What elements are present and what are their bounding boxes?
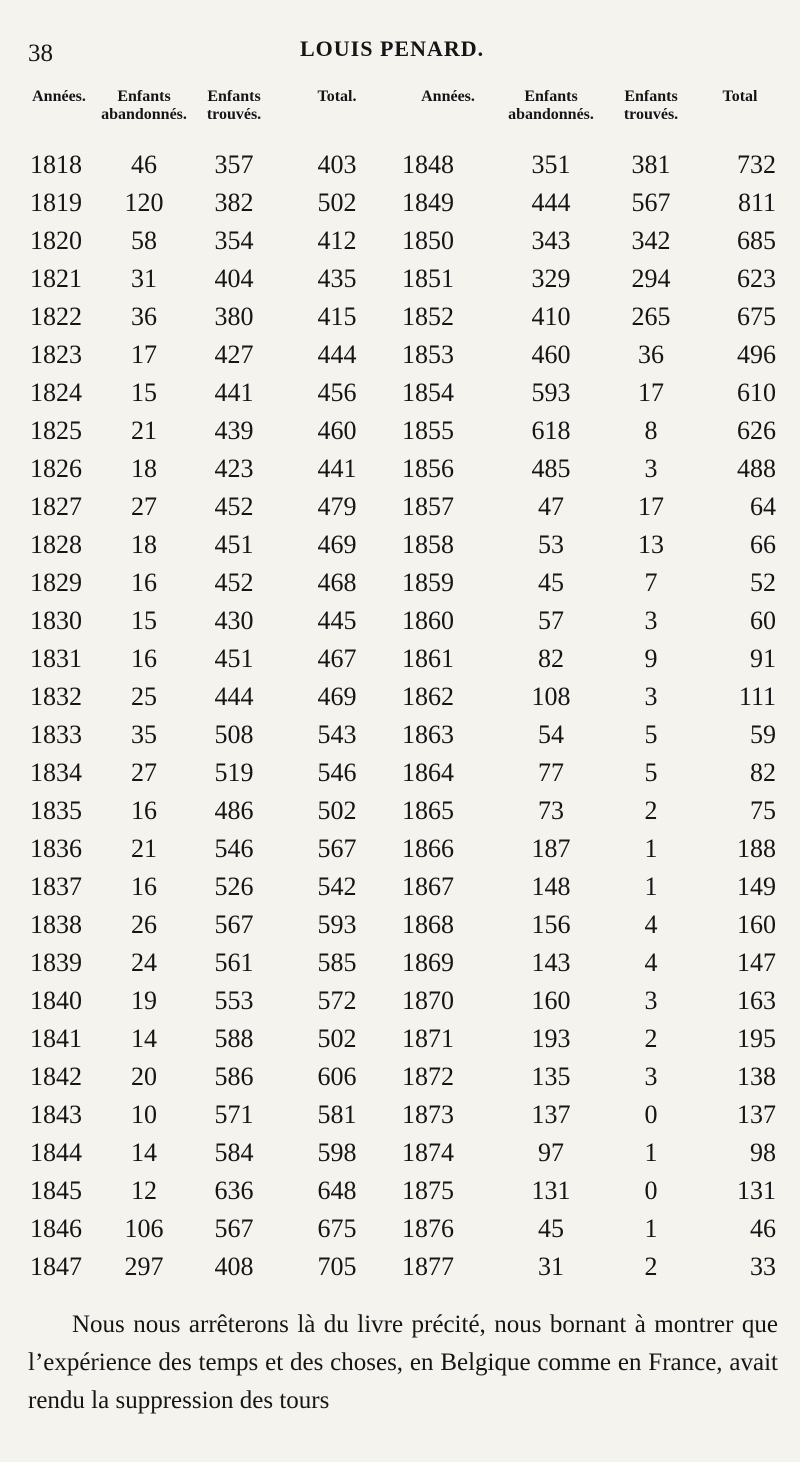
total-left-cell: 441 (317, 454, 357, 483)
abandoned-left-cell: 58 (131, 226, 157, 255)
total-left-cell: 593 (317, 910, 357, 939)
found-left-cell: 546 (214, 834, 254, 863)
total-left-cell: 415 (317, 302, 357, 331)
year-right-cell: 1850 (402, 226, 454, 255)
page-number: 38 (28, 40, 53, 67)
table-row (20, 1172, 780, 1210)
year-left-cell: 1825 (30, 416, 82, 445)
table-row (20, 298, 780, 336)
year-right-cell: 1849 (402, 188, 454, 217)
found-right-cell: 2 (644, 796, 658, 825)
abandoned-left-cell: 25 (131, 682, 157, 711)
total-right-cell: 188 (737, 834, 776, 863)
abandoned-left-cell: 12 (131, 1176, 157, 1205)
found-right-cell: 1 (644, 1214, 658, 1243)
found-right-cell: 0 (644, 1100, 658, 1129)
table-row (20, 602, 780, 640)
table-row (20, 336, 780, 374)
found-left-cell: 452 (214, 492, 254, 521)
year-right-cell: 1860 (402, 606, 454, 635)
total-right-cell: 488 (737, 454, 776, 483)
abandoned-left-cell: 26 (131, 910, 157, 939)
found-left-cell: 430 (214, 606, 254, 635)
found-left-cell: 508 (214, 720, 254, 749)
abandoned-left-cell: 15 (131, 606, 157, 635)
found-left-cell: 427 (214, 340, 254, 369)
header-year-right: Années. (421, 88, 475, 105)
total-left-cell: 467 (317, 644, 357, 673)
abandoned-right-cell: 143 (531, 948, 571, 977)
abandoned-left-cell: 16 (131, 568, 157, 597)
found-left-cell: 451 (214, 644, 254, 673)
found-right-cell: 381 (631, 150, 671, 179)
header-found-left: Enfants trouvés. (206, 88, 262, 123)
total-right-cell: 626 (737, 416, 776, 445)
year-left-cell: 1819 (30, 188, 82, 217)
found-left-cell: 451 (214, 530, 254, 559)
abandoned-right-cell: 156 (531, 910, 571, 939)
total-left-cell: 585 (317, 948, 357, 977)
total-right-cell: 811 (737, 188, 776, 217)
year-left-cell: 1837 (30, 872, 82, 901)
total-right-cell: 111 (738, 682, 776, 711)
year-right-cell: 1876 (402, 1214, 454, 1243)
abandoned-right-cell: 45 (538, 1214, 564, 1243)
total-left-cell: 598 (317, 1138, 357, 1167)
year-right-cell: 1864 (402, 758, 454, 787)
found-left-cell: 526 (214, 872, 254, 901)
abandoned-left-cell: 17 (131, 340, 157, 369)
year-left-cell: 1829 (30, 568, 82, 597)
year-right-cell: 1875 (402, 1176, 454, 1205)
abandoned-left-cell: 27 (131, 758, 157, 787)
year-right-cell: 1853 (402, 340, 454, 369)
total-left-cell: 445 (317, 606, 357, 635)
table-row (20, 982, 780, 1020)
year-right-cell: 1868 (402, 910, 454, 939)
year-right-cell: 1857 (402, 492, 454, 521)
abandoned-right-cell: 618 (531, 416, 571, 445)
total-left-cell: 581 (317, 1100, 357, 1129)
found-right-cell: 3 (644, 682, 658, 711)
total-right-cell: 496 (737, 340, 776, 369)
year-right-cell: 1859 (402, 568, 454, 597)
total-right-cell: 131 (737, 1176, 776, 1205)
total-left-cell: 567 (317, 834, 357, 863)
found-right-cell: 5 (644, 720, 658, 749)
abandoned-left-cell: 24 (131, 948, 157, 977)
abandoned-right-cell: 77 (538, 758, 564, 787)
table-row (20, 754, 780, 792)
table-row (20, 564, 780, 602)
found-right-cell: 265 (631, 302, 671, 331)
table-row (20, 1096, 780, 1134)
table-header (20, 88, 780, 146)
year-left-cell: 1828 (30, 530, 82, 559)
header-abandoned-left: Enfants abandonnés. (101, 88, 187, 123)
total-right-cell: 98 (750, 1138, 776, 1167)
found-right-cell: 36 (638, 340, 664, 369)
found-left-cell: 567 (214, 1214, 254, 1243)
abandoned-right-cell: 160 (531, 986, 571, 1015)
header-found-right: Enfants trouvés. (623, 88, 679, 123)
abandoned-right-cell: 73 (538, 796, 564, 825)
total-left-cell: 502 (317, 796, 357, 825)
found-right-cell: 3 (644, 454, 658, 483)
table-row (20, 146, 780, 184)
header-abandoned-right: Enfants abandonnés. (508, 88, 594, 123)
year-left-cell: 1839 (30, 948, 82, 977)
year-right-cell: 1869 (402, 948, 454, 977)
year-right-cell: 1862 (402, 682, 454, 711)
total-left-cell: 675 (317, 1214, 357, 1243)
found-left-cell: 423 (214, 454, 254, 483)
abandoned-right-cell: 108 (531, 682, 571, 711)
year-right-cell: 1865 (402, 796, 454, 825)
table-row (20, 184, 780, 222)
found-left-cell: 586 (214, 1062, 254, 1091)
found-right-cell: 567 (631, 188, 671, 217)
found-left-cell: 354 (214, 226, 254, 255)
found-left-cell: 553 (214, 986, 254, 1015)
total-right-cell: 59 (750, 720, 776, 749)
table-row (20, 450, 780, 488)
found-left-cell: 486 (214, 796, 254, 825)
total-right-cell: 137 (737, 1100, 776, 1129)
found-left-cell: 588 (214, 1024, 254, 1053)
year-left-cell: 1843 (30, 1100, 82, 1129)
year-left-cell: 1822 (30, 302, 82, 331)
found-right-cell: 3 (644, 1062, 658, 1091)
year-right-cell: 1848 (402, 150, 454, 179)
found-left-cell: 452 (214, 568, 254, 597)
year-right-cell: 1877 (402, 1252, 454, 1281)
total-left-cell: 456 (317, 378, 357, 407)
year-right-cell: 1871 (402, 1024, 454, 1053)
year-right-cell: 1856 (402, 454, 454, 483)
total-right-cell: 623 (737, 264, 776, 293)
table-row (20, 716, 780, 754)
abandoned-left-cell: 20 (131, 1062, 157, 1091)
abandoned-right-cell: 410 (531, 302, 571, 331)
found-left-cell: 584 (214, 1138, 254, 1167)
abandoned-right-cell: 460 (531, 340, 571, 369)
year-right-cell: 1852 (402, 302, 454, 331)
total-left-cell: 468 (317, 568, 357, 597)
abandoned-right-cell: 187 (531, 834, 571, 863)
found-left-cell: 441 (214, 378, 254, 407)
found-left-cell: 382 (214, 188, 254, 217)
found-right-cell: 1 (644, 834, 658, 863)
abandoned-right-cell: 45 (538, 568, 564, 597)
table-row (20, 1134, 780, 1172)
total-left-cell: 572 (317, 986, 357, 1015)
year-left-cell: 1832 (30, 682, 82, 711)
total-left-cell: 546 (317, 758, 357, 787)
total-right-cell: 675 (737, 302, 776, 331)
table-row (20, 526, 780, 564)
abandoned-right-cell: 97 (538, 1138, 564, 1167)
total-left-cell: 412 (317, 226, 357, 255)
total-right-cell: 195 (737, 1024, 776, 1053)
total-right-cell: 75 (750, 796, 776, 825)
year-left-cell: 1840 (30, 986, 82, 1015)
header-total-left: Total. (317, 88, 357, 105)
found-right-cell: 1 (644, 1138, 658, 1167)
year-left-cell: 1835 (30, 796, 82, 825)
abandoned-right-cell: 351 (531, 150, 571, 179)
total-left-cell: 648 (317, 1176, 357, 1205)
year-left-cell: 1838 (30, 910, 82, 939)
header-total-right: Total (722, 88, 758, 105)
total-left-cell: 542 (317, 872, 357, 901)
abandoned-right-cell: 31 (538, 1252, 564, 1281)
total-right-cell: 33 (750, 1252, 776, 1281)
found-right-cell: 294 (631, 264, 671, 293)
year-left-cell: 1826 (30, 454, 82, 483)
abandoned-right-cell: 47 (538, 492, 564, 521)
found-right-cell: 2 (644, 1252, 658, 1281)
abandoned-right-cell: 485 (531, 454, 571, 483)
abandoned-right-cell: 135 (531, 1062, 571, 1091)
abandoned-right-cell: 148 (531, 872, 571, 901)
abandoned-left-cell: 19 (131, 986, 157, 1015)
year-left-cell: 1842 (30, 1062, 82, 1091)
found-right-cell: 1 (644, 872, 658, 901)
found-left-cell: 439 (214, 416, 254, 445)
found-right-cell: 0 (644, 1176, 658, 1205)
found-left-cell: 380 (214, 302, 254, 331)
found-right-cell: 4 (644, 948, 658, 977)
year-left-cell: 1836 (30, 834, 82, 863)
abandoned-left-cell: 18 (131, 530, 157, 559)
total-right-cell: 138 (737, 1062, 776, 1091)
table-row (20, 412, 780, 450)
total-left-cell: 705 (317, 1252, 357, 1281)
total-left-cell: 460 (317, 416, 357, 445)
table-row (20, 868, 780, 906)
abandoned-right-cell: 57 (538, 606, 564, 635)
found-right-cell: 3 (644, 606, 658, 635)
year-left-cell: 1820 (30, 226, 82, 255)
table-row (20, 222, 780, 260)
total-left-cell: 606 (317, 1062, 357, 1091)
found-right-cell: 4 (644, 910, 658, 939)
total-right-cell: 82 (750, 758, 776, 787)
total-left-cell: 403 (317, 150, 357, 179)
total-right-cell: 163 (737, 986, 776, 1015)
found-right-cell: 17 (638, 492, 664, 521)
year-right-cell: 1873 (402, 1100, 454, 1129)
found-right-cell: 342 (631, 226, 671, 255)
total-left-cell: 502 (317, 188, 357, 217)
total-left-cell: 469 (317, 530, 357, 559)
table-row (20, 260, 780, 298)
year-right-cell: 1861 (402, 644, 454, 673)
year-left-cell: 1827 (30, 492, 82, 521)
year-left-cell: 1831 (30, 644, 82, 673)
abandoned-right-cell: 343 (531, 226, 571, 255)
year-left-cell: 1846 (30, 1214, 82, 1243)
year-left-cell: 1834 (30, 758, 82, 787)
found-right-cell: 7 (644, 568, 658, 597)
table-row (20, 792, 780, 830)
year-left-cell: 1845 (30, 1176, 82, 1205)
abandoned-left-cell: 14 (131, 1024, 157, 1053)
table-row (20, 640, 780, 678)
header-year-left: Années. (32, 88, 86, 105)
year-left-cell: 1847 (30, 1252, 82, 1281)
found-left-cell: 519 (214, 758, 254, 787)
total-right-cell: 52 (750, 568, 776, 597)
year-left-cell: 1830 (30, 606, 82, 635)
abandoned-left-cell: 27 (131, 492, 157, 521)
closing-paragraph: Nous nous arrêterons là du livre précité, nous bornant à montrer que l’expérience des temps et des choses, en Belgique comme en France, avait rendu la suppression des tours (28, 1311, 778, 1414)
year-right-cell: 1851 (402, 264, 454, 293)
total-left-cell: 435 (317, 264, 357, 293)
year-right-cell: 1858 (402, 530, 454, 559)
found-right-cell: 5 (644, 758, 658, 787)
abandoned-right-cell: 444 (531, 188, 571, 217)
year-right-cell: 1866 (402, 834, 454, 863)
total-right-cell: 147 (737, 948, 776, 977)
year-left-cell: 1824 (30, 378, 82, 407)
running-title: LOUIS PENARD. (300, 36, 485, 61)
year-left-cell: 1823 (30, 340, 82, 369)
abandoned-left-cell: 15 (131, 378, 157, 407)
abandoned-left-cell: 36 (131, 302, 157, 331)
found-left-cell: 561 (214, 948, 254, 977)
year-right-cell: 1870 (402, 986, 454, 1015)
year-right-cell: 1855 (402, 416, 454, 445)
found-left-cell: 404 (214, 264, 254, 293)
abandoned-left-cell: 106 (124, 1214, 164, 1243)
abandoned-left-cell: 31 (131, 264, 157, 293)
abandoned-right-cell: 54 (538, 720, 564, 749)
found-left-cell: 636 (214, 1176, 254, 1205)
total-right-cell: 610 (737, 378, 776, 407)
total-right-cell: 160 (737, 910, 776, 939)
table-row (20, 1210, 780, 1248)
abandoned-left-cell: 14 (131, 1138, 157, 1167)
total-left-cell: 502 (317, 1024, 357, 1053)
table-row (20, 1058, 780, 1096)
total-left-cell: 444 (317, 340, 357, 369)
total-right-cell: 91 (750, 644, 776, 673)
abandoned-left-cell: 21 (131, 834, 157, 863)
year-right-cell: 1854 (402, 378, 454, 407)
total-right-cell: 60 (750, 606, 776, 635)
total-right-cell: 64 (750, 492, 776, 521)
table-row (20, 1020, 780, 1058)
table-row (20, 830, 780, 868)
table-row (20, 1248, 780, 1286)
total-right-cell: 66 (750, 530, 776, 559)
total-right-cell: 732 (737, 150, 776, 179)
found-right-cell: 8 (644, 416, 658, 445)
abandoned-left-cell: 120 (124, 188, 164, 217)
year-left-cell: 1833 (30, 720, 82, 749)
abandoned-right-cell: 131 (531, 1176, 571, 1205)
abandoned-right-cell: 193 (531, 1024, 571, 1053)
abandoned-left-cell: 18 (131, 454, 157, 483)
total-right-cell: 46 (750, 1214, 776, 1243)
found-left-cell: 571 (214, 1100, 254, 1129)
year-left-cell: 1821 (30, 264, 82, 293)
table-row (20, 678, 780, 716)
year-right-cell: 1872 (402, 1062, 454, 1091)
abandoned-right-cell: 82 (538, 644, 564, 673)
year-right-cell: 1863 (402, 720, 454, 749)
found-right-cell: 3 (644, 986, 658, 1015)
total-right-cell: 685 (737, 226, 776, 255)
abandoned-left-cell: 46 (131, 150, 157, 179)
found-left-cell: 567 (214, 910, 254, 939)
table-row (20, 488, 780, 526)
year-left-cell: 1818 (30, 150, 82, 179)
abandoned-right-cell: 329 (531, 264, 571, 293)
abandoned-right-cell: 53 (538, 530, 564, 559)
total-left-cell: 469 (317, 682, 357, 711)
abandoned-left-cell: 297 (124, 1252, 164, 1281)
abandoned-right-cell: 137 (531, 1100, 571, 1129)
year-right-cell: 1867 (402, 872, 454, 901)
table-body (20, 146, 780, 1286)
found-right-cell: 2 (644, 1024, 658, 1053)
table-row (20, 944, 780, 982)
abandoned-left-cell: 35 (131, 720, 157, 749)
year-right-cell: 1874 (402, 1138, 454, 1167)
found-left-cell: 408 (214, 1252, 254, 1281)
found-right-cell: 9 (644, 644, 658, 673)
abandoned-left-cell: 16 (131, 796, 157, 825)
abandoned-left-cell: 21 (131, 416, 157, 445)
total-left-cell: 479 (317, 492, 357, 521)
year-left-cell: 1844 (30, 1138, 82, 1167)
abandoned-left-cell: 16 (131, 644, 157, 673)
statistics-table (20, 88, 780, 1286)
table-row (20, 374, 780, 412)
abandoned-right-cell: 593 (531, 378, 571, 407)
total-right-cell: 149 (737, 872, 776, 901)
found-right-cell: 17 (638, 378, 664, 407)
table-row (20, 906, 780, 944)
year-left-cell: 1841 (30, 1024, 82, 1053)
found-left-cell: 357 (214, 150, 254, 179)
abandoned-left-cell: 10 (131, 1100, 157, 1129)
found-right-cell: 13 (638, 530, 664, 559)
found-left-cell: 444 (214, 682, 254, 711)
total-left-cell: 543 (317, 720, 357, 749)
abandoned-left-cell: 16 (131, 872, 157, 901)
